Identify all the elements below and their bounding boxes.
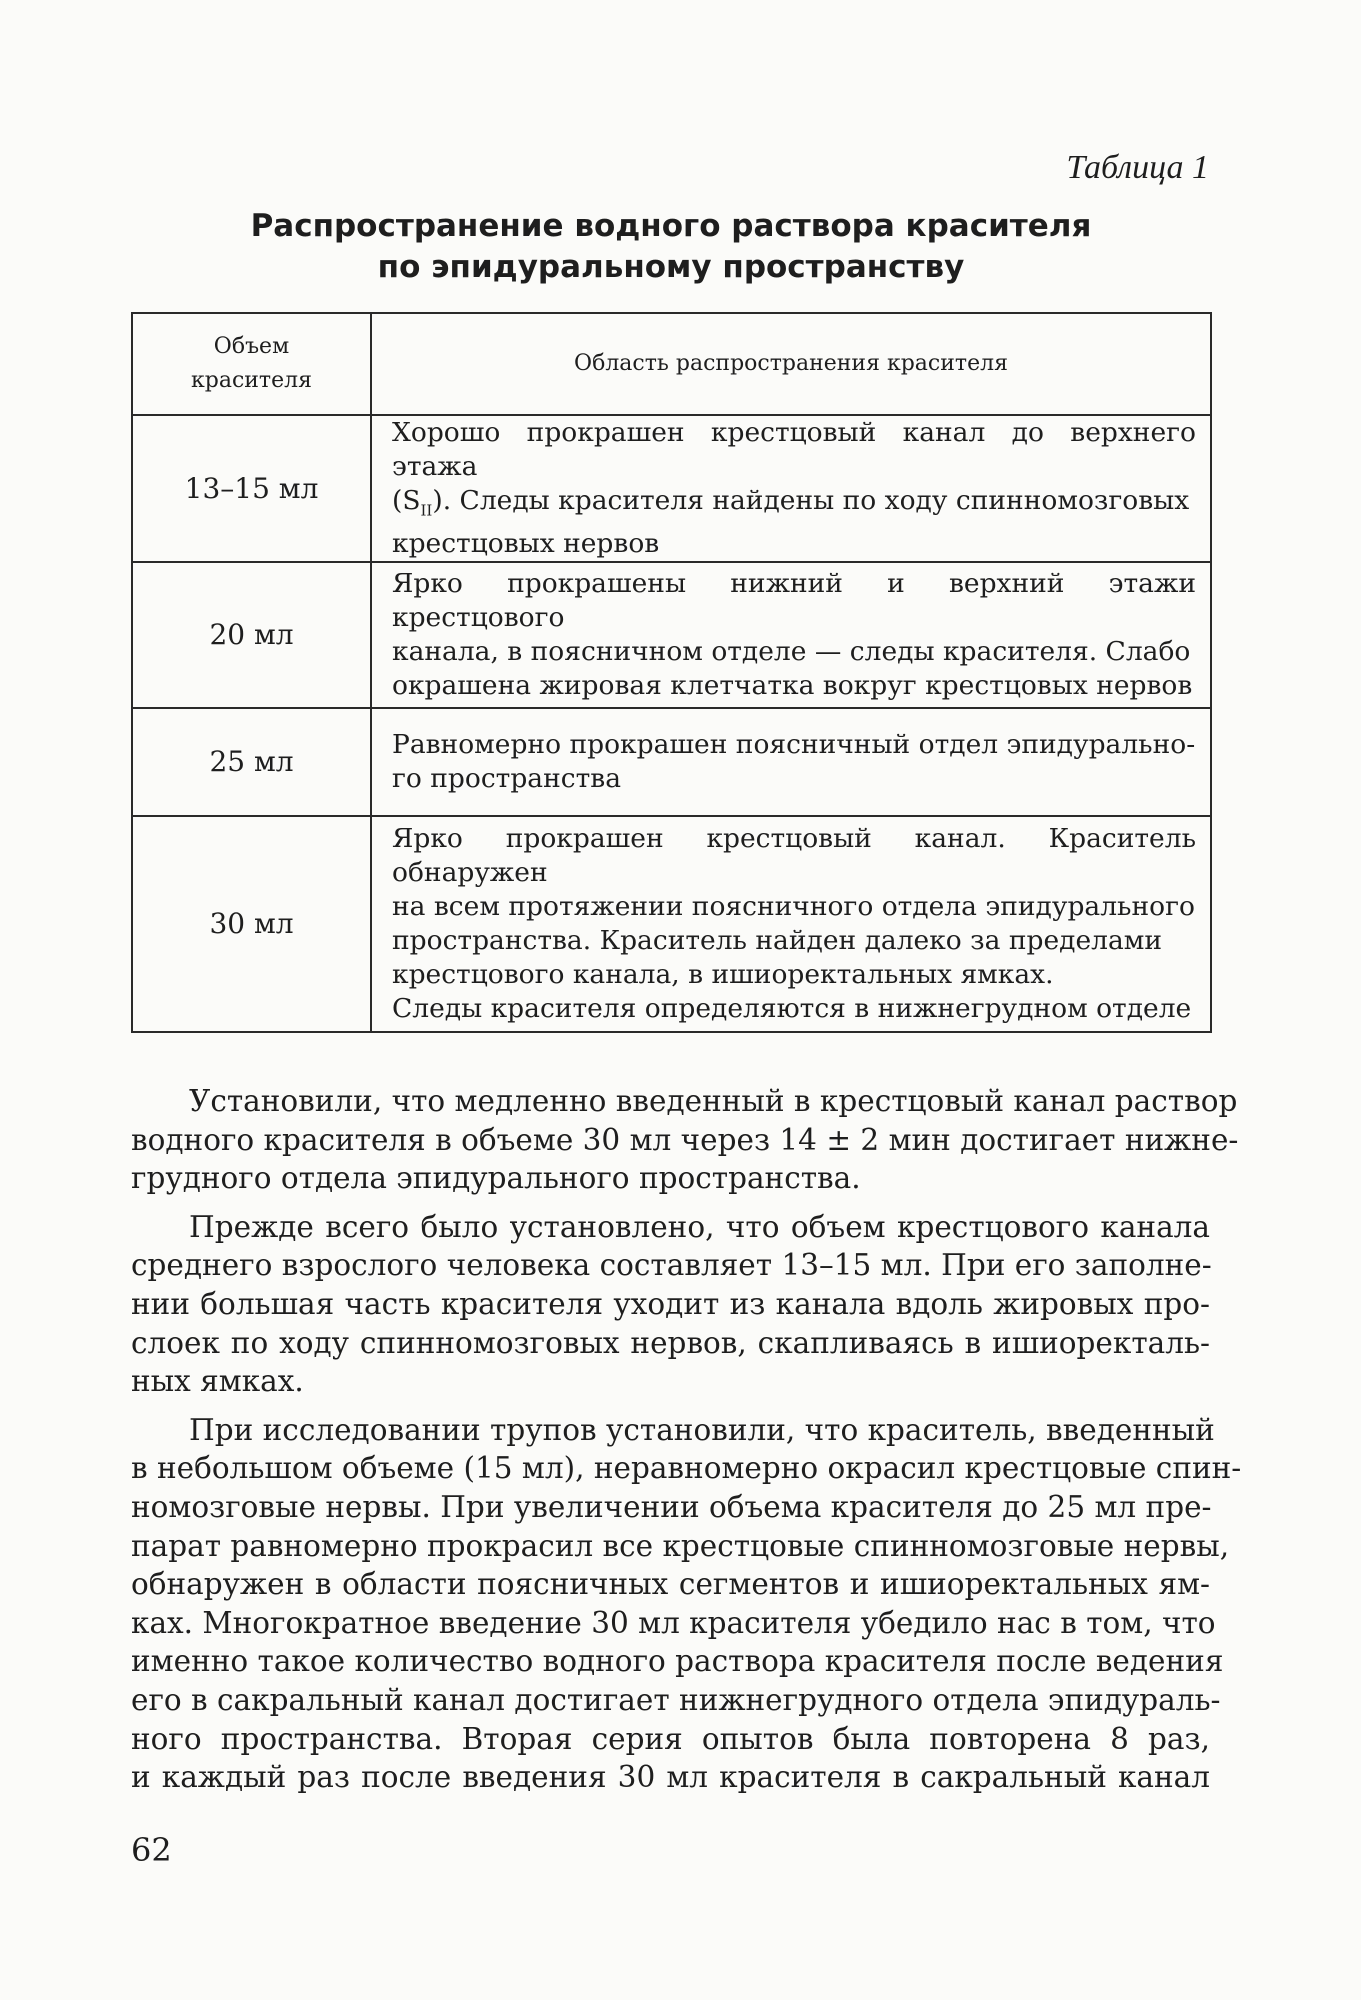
text-line: При исследовании трупов установили, что краситель, введенный [189,1412,1215,1447]
page-number: 62 [131,1831,172,1869]
body-text [131,1082,1242,1807]
area-line: го пространства [392,763,621,795]
paragraph [131,1082,1239,1198]
paragraph [131,1208,1210,1401]
text-line: в небольшом объеме (15 мл), неравномерно окрасил крестцовые спин- [131,1451,1242,1486]
table-title [131,206,1211,288]
paragraph [131,1411,1242,1797]
table-caption: Таблица 1 [1066,149,1209,186]
text-line: его в сакральный канал достигает нижнегрудного отдела эпидураль- [131,1682,1221,1717]
volume-cell: 13–15 мл [132,415,371,562]
area-cell [371,415,1211,562]
area-line: крестцового канала, в ишиоректальных ямках. [392,959,1054,991]
table-title-line: по эпидуральному пространству [377,249,965,285]
volume-cell: 20 мл [132,562,371,708]
area-cell [371,816,1211,1032]
table-row [132,816,1211,1032]
text-line: нии большая часть красителя уходит из канала вдоль жировых про- [131,1286,1210,1321]
text-line: Прежде всего было установлено, что объем крестцового канала [189,1209,1210,1244]
area-line: окрашена жировая клетчатка вокруг крестцовых нервов [392,670,1193,702]
text-line: ках. Многократное введение 30 мл красителя убедило нас в том, что [131,1605,1216,1640]
text-line: номозговые нервы. При увеличении объема красителя до 25 мл пре- [131,1489,1212,1524]
header-volume-label: Объем красителя [191,334,312,393]
area-cell [371,708,1211,816]
area-line: Ярко прокрашен крестцовый канал. Краситель обнаружен [392,823,1196,889]
header-volume [132,313,371,415]
text-line: грудного отдела эпидурального пространства. [131,1161,861,1196]
text-line: среднего взрослого человека составляет 13–15 мл. При его заполне- [131,1248,1212,1283]
area-line: Хорошо прокрашен крестцовый канал до верхнего этажа [392,417,1196,482]
table-header-row [132,313,1211,415]
table-row [132,415,1211,562]
area-line: пространства. Краситель найден далеко за пределами [392,925,1163,957]
text-line: слоек по ходу спинномозговых нервов, скапливаясь в ишиоректаль- [131,1325,1210,1360]
text-line: и каждый раз после введения 30 мл красителя в сакральный канал [131,1760,1210,1795]
text-line: ного пространства. Вторая серия опытов была повторена 8 раз, [131,1721,1210,1756]
area-cell [371,562,1211,708]
text-line: Установили, что медленно введенный в крестцовый канал раствор [189,1084,1238,1118]
text-line: парат равномерно прокрасил все крестцовые спинномозговые нервы, [131,1528,1230,1563]
text-line: обнаружен в области поясничных сегментов и ишиоректальных ям- [131,1567,1210,1602]
volume-cell: 30 мл [132,816,371,1032]
area-line: крестцовых нервов [392,528,660,560]
volume-cell: 25 мл [132,708,371,816]
table-row [132,708,1211,816]
area-line: канала, в поясничном отделе — следы красителя. Слабо [392,636,1191,668]
text-line: водного красителя в объеме 30 мл через 14 ± 2 мин достигает нижне- [131,1122,1239,1157]
text-line: именно такое количество водного раствора красителя после ведения [131,1644,1224,1679]
table-title-line: Распространение водного раствора красителя [250,208,1092,244]
text-line: ных ямках. [131,1364,304,1399]
header-area: Область распространения красителя [371,313,1211,415]
area-line: на всем протяжении поясничного отдела эпидурального [392,891,1195,923]
area-line: Равномерно прокрашен поясничный отдел эпидурально- [392,729,1196,761]
area-line: Ярко прокрашены нижний и верхний этажи крестцового [392,568,1196,634]
area-line: Следы красителя определяются в нижнегрудном отделе [392,993,1192,1025]
dye-distribution-table [131,312,1212,1033]
table-row [132,562,1211,708]
area-line: $(S_{II})$. Следы красителя найдены по ходу спинномозговых [392,485,1190,520]
